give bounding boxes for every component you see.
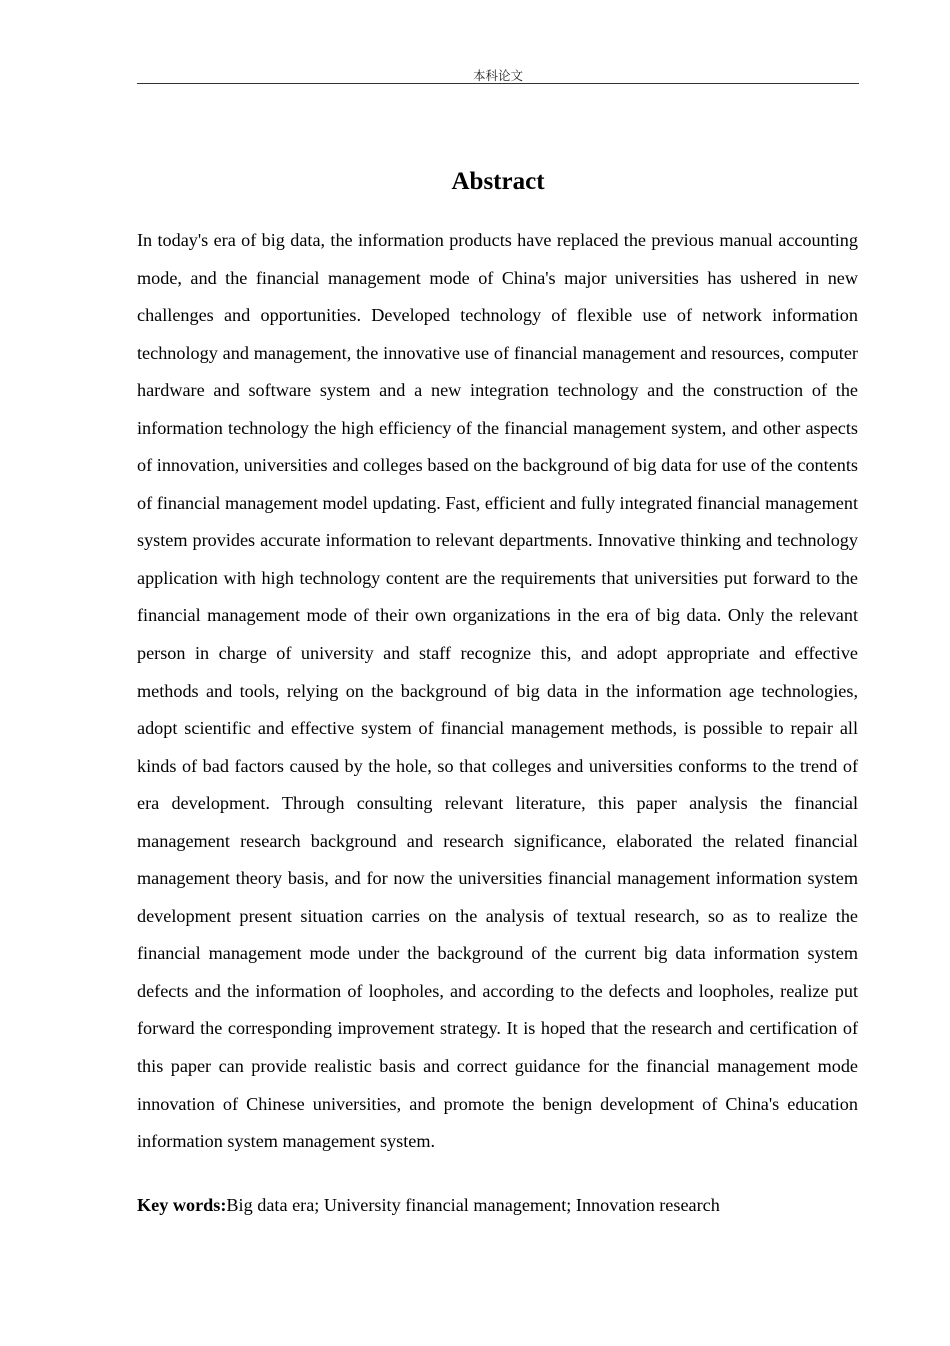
abstract-title: Abstract <box>451 168 545 195</box>
keywords-text: Big data era; University financial management; Innovation research <box>226 1195 720 1215</box>
header-divider <box>137 83 859 84</box>
running-header: 本科论文 <box>472 68 523 83</box>
abstract-body: In today's era of big data, the information products have replaced the previous manual accounting mode, and the financial management mode of China's major universities has ushered in new challenges and opportunities. Developed technology of flexible use of network information technology and management, the innovative use of financial management and resources, computer hardware and software system and a new integration technology and the construction of the information technology the high efficiency of the financial management system, and other aspects of innovation, universities and colleges based on the background of big data for use of the contents of financial management model updating. Fast, efficient and fully integrated financial management system provides accurate information to relevant departments. Innovative thinking and technology application with high technology content are the requirements that universities put forward to the financial management mode of their own organizations in the era of big data. Only the relevant person in charge of university and staff recognize this, and adopt appropriate and effective methods and tools, relying on the background of big data in the information age technologies, adopt scientific and effective system of financial management methods, is possible to repair all kinds of bad factors caused by the hole, so that colleges and universities conforms to the trend of era development. Through consulting relevant literature, this paper analysis the financial management research background and research significance, elaborated the related financial management theory basis, and for now the universities financial management information system development present situation carries on the analysis of textual research, so as to realize the financial management mode under the background of the current big data information system defects and the information of loopholes, and according to the defects and loopholes, realize put forward the corresponding improvement strategy. It is hoped that the research and certification of this paper can provide realistic basis and correct guidance for the financial management mode innovation of Chinese universities, and promote the benign development of China's education information system management system. <box>137 230 858 1152</box>
keywords-line <box>137 1195 858 1216</box>
keywords-label: Key words: <box>137 1195 227 1215</box>
